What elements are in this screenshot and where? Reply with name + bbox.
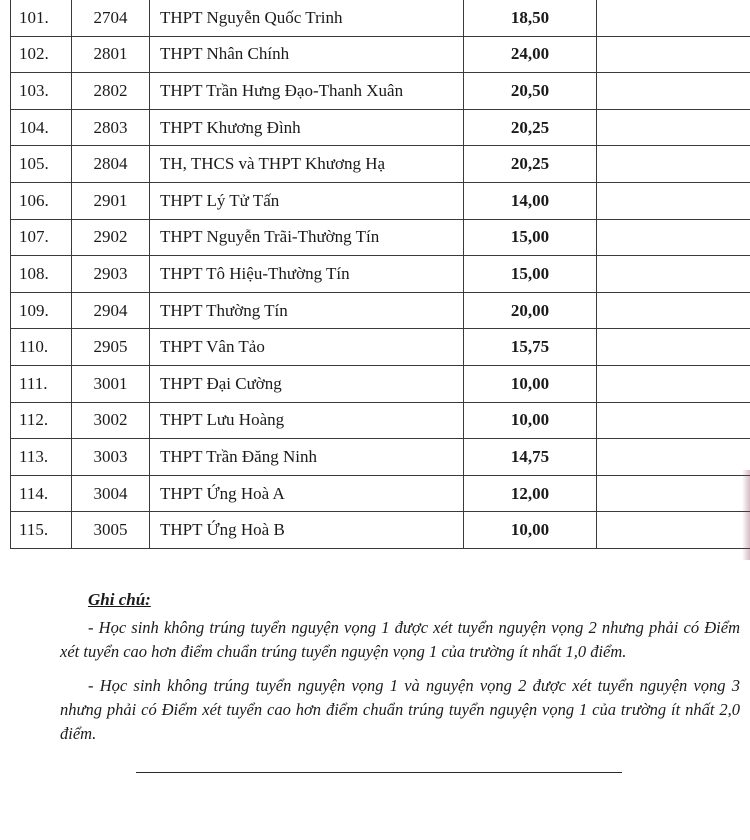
cutoff-score: 15,75 xyxy=(464,329,597,366)
school-code: 3004 xyxy=(72,475,150,512)
row-number: 115. xyxy=(11,512,72,549)
row-number: 105. xyxy=(11,146,72,183)
school-name: THPT Trần Hưng Đạo-Thanh Xuân xyxy=(150,73,464,110)
note-item: - Học sinh không trúng tuyển nguyện vọng 1 và nguyện vọng 2 được xét tuyển nguyện vọng 3 nhưng phải có Điểm xét tuyển cao hơn điểm chuẩn trúng tuyển nguyện vọng 1 của trường ít nhất 2,0 điểm. xyxy=(60,676,740,743)
cutoff-score: 18,50 xyxy=(464,0,597,36)
school-code: 2803 xyxy=(72,109,150,146)
table-row xyxy=(11,439,750,476)
row-number: 109. xyxy=(11,292,72,329)
school-code: 2901 xyxy=(72,182,150,219)
school-code: 2903 xyxy=(72,256,150,293)
school-name: THPT Đại Cường xyxy=(150,365,464,402)
school-name: THPT Lưu Hoàng xyxy=(150,402,464,439)
school-code: 3003 xyxy=(72,439,150,476)
cutoff-score: 20,25 xyxy=(464,146,597,183)
blank-cell xyxy=(597,256,750,293)
row-number: 111. xyxy=(11,365,72,402)
notes-title: Ghi chú: xyxy=(88,590,151,609)
blank-cell xyxy=(597,219,750,256)
blank-cell xyxy=(597,292,750,329)
cutoff-score: 20,00 xyxy=(464,292,597,329)
table-row xyxy=(11,73,750,110)
admission-score-table xyxy=(10,0,750,549)
cutoff-score: 20,25 xyxy=(464,109,597,146)
cutoff-score: 24,00 xyxy=(464,36,597,73)
school-code: 2904 xyxy=(72,292,150,329)
row-number: 112. xyxy=(11,402,72,439)
school-code: 3001 xyxy=(72,365,150,402)
cutoff-score: 14,00 xyxy=(464,182,597,219)
table-row xyxy=(11,329,750,366)
table-row xyxy=(11,365,750,402)
blank-cell xyxy=(597,329,750,366)
blank-cell xyxy=(597,73,750,110)
page-edge-mark xyxy=(742,470,750,560)
table-row xyxy=(11,475,750,512)
row-number: 107. xyxy=(11,219,72,256)
school-name: THPT Ứng Hoà A xyxy=(150,475,464,512)
school-code: 3005 xyxy=(72,512,150,549)
blank-cell xyxy=(597,36,750,73)
table-row xyxy=(11,146,750,183)
school-name: THPT Tô Hiệu-Thường Tín xyxy=(150,256,464,293)
notes-section xyxy=(60,588,740,756)
school-name: THPT Lý Tử Tấn xyxy=(150,182,464,219)
school-code: 2902 xyxy=(72,219,150,256)
row-number: 103. xyxy=(11,73,72,110)
table-row xyxy=(11,0,750,36)
closing-divider xyxy=(136,772,622,773)
school-name: THPT Nguyễn Quốc Trinh xyxy=(150,0,464,36)
school-name: THPT Vân Tảo xyxy=(150,329,464,366)
cutoff-score: 10,00 xyxy=(464,365,597,402)
school-name: THPT Thường Tín xyxy=(150,292,464,329)
school-name: THPT Nguyễn Trãi-Thường Tín xyxy=(150,219,464,256)
row-number: 102. xyxy=(11,36,72,73)
row-number: 104. xyxy=(11,109,72,146)
cutoff-score: 10,00 xyxy=(464,512,597,549)
school-name: THPT Khương Đình xyxy=(150,109,464,146)
row-number: 110. xyxy=(11,329,72,366)
school-name: THPT Trần Đăng Ninh xyxy=(150,439,464,476)
blank-cell xyxy=(597,109,750,146)
table-row xyxy=(11,109,750,146)
table-row xyxy=(11,219,750,256)
score-table-body xyxy=(11,0,750,548)
school-code: 2804 xyxy=(72,146,150,183)
row-number: 108. xyxy=(11,256,72,293)
school-name: THPT Ứng Hoà B xyxy=(150,512,464,549)
table-row xyxy=(11,512,750,549)
table-row xyxy=(11,182,750,219)
school-name: TH, THCS và THPT Khương Hạ xyxy=(150,146,464,183)
table-row xyxy=(11,292,750,329)
table-row xyxy=(11,256,750,293)
school-code: 2905 xyxy=(72,329,150,366)
cutoff-score: 20,50 xyxy=(464,73,597,110)
blank-cell xyxy=(597,365,750,402)
cutoff-score: 15,00 xyxy=(464,256,597,293)
row-number: 113. xyxy=(11,439,72,476)
school-name: THPT Nhân Chính xyxy=(150,36,464,73)
table-row xyxy=(11,402,750,439)
blank-cell xyxy=(597,182,750,219)
cutoff-score: 10,00 xyxy=(464,402,597,439)
blank-cell xyxy=(597,475,750,512)
cutoff-score: 15,00 xyxy=(464,219,597,256)
blank-cell xyxy=(597,146,750,183)
school-code: 3002 xyxy=(72,402,150,439)
blank-cell xyxy=(597,0,750,36)
row-number: 101. xyxy=(11,0,72,36)
row-number: 106. xyxy=(11,182,72,219)
note-item: - Học sinh không trúng tuyển nguyện vọng 1 được xét tuyển nguyện vọng 2 nhưng phải có Điểm xét tuyển cao hơn điểm chuẩn trúng tuyển nguyện vọng 1 của trường ít nhất 1,0 điểm. xyxy=(60,618,740,661)
school-code: 2801 xyxy=(72,36,150,73)
table-row xyxy=(11,36,750,73)
school-code: 2802 xyxy=(72,73,150,110)
blank-cell xyxy=(597,512,750,549)
school-code: 2704 xyxy=(72,0,150,36)
blank-cell xyxy=(597,439,750,476)
cutoff-score: 14,75 xyxy=(464,439,597,476)
blank-cell xyxy=(597,402,750,439)
row-number: 114. xyxy=(11,475,72,512)
cutoff-score: 12,00 xyxy=(464,475,597,512)
